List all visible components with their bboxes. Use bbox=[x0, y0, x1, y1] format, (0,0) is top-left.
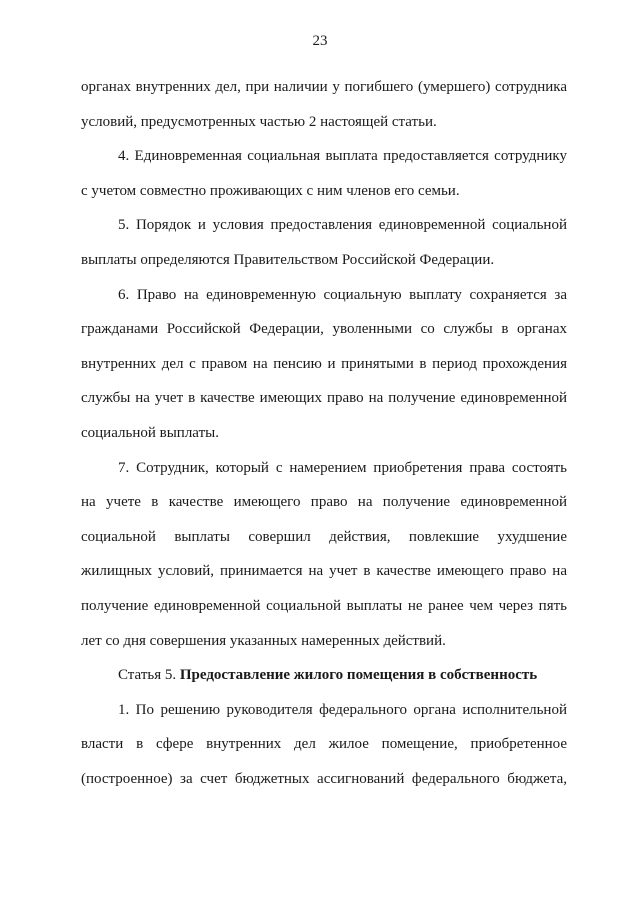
paragraph-7-line: жилищных условий, принимается на учет в качестве имеющего право на bbox=[81, 563, 567, 580]
paragraph-6-line: 6. Право на единовременную социальную выплату сохраняется за bbox=[118, 286, 567, 303]
paragraph-7-line: 7. Сотрудник, который с намерением приобретения права состоять bbox=[118, 459, 567, 476]
paragraph-7-line: социальной выплаты совершил действия, повлекшие ухудшение bbox=[81, 528, 567, 545]
article-heading bbox=[81, 658, 567, 693]
document-body bbox=[81, 70, 567, 796]
paragraph-7-line: получение единовременной социальной выплаты не ранее чем через пять bbox=[81, 597, 567, 614]
paragraph-6-line: внутренних дел с правом на пенсию и принятыми в период прохождения bbox=[81, 355, 567, 372]
paragraph-7-line: лет со дня совершения указанных намеренных действий. bbox=[81, 632, 446, 649]
page-number: 23 bbox=[312, 33, 328, 49]
paragraph-7-line: на учете в качестве имеющего право на получение единовременной bbox=[81, 494, 567, 511]
article-5-paragraph-1-line: 1. По решению руководителя федерального органа исполнительной bbox=[118, 701, 567, 718]
paragraph-5-line: 5. Порядок и условия предоставления единовременной социальной bbox=[118, 217, 567, 234]
article-title: Предоставление жилого помещения в собственность bbox=[179, 667, 538, 684]
paragraph-5-line: выплаты определяются Правительством Российской Федерации. bbox=[81, 251, 495, 268]
article-5-paragraph-1-line: власти в сфере внутренних дел жилое помещение, приобретенное bbox=[81, 736, 567, 753]
paragraph-6-line: гражданами Российской Федерации, уволенными со службы в органах bbox=[81, 321, 567, 338]
paragraph-4-line: с учетом совместно проживающих с ним членов его семьи. bbox=[81, 182, 460, 199]
article-5-paragraph-1-line: (построенное) за счет бюджетных ассигнований федерального бюджета, bbox=[81, 770, 567, 787]
paragraph-6-line: службы на учет в качестве имеющих право на получение единовременной bbox=[81, 390, 567, 407]
paragraph-4-line: 4. Единовременная социальная выплата предоставляется сотруднику bbox=[118, 148, 567, 165]
text-line: условий, предусмотренных частью 2 настоящей статьи. bbox=[81, 113, 437, 130]
text-line: органах внутренних дел, при наличии у погибшего (умершего) сотрудника bbox=[81, 79, 567, 95]
paragraph-6-line: социальной выплаты. bbox=[81, 424, 219, 441]
article-prefix: Статья 5. bbox=[118, 667, 177, 684]
